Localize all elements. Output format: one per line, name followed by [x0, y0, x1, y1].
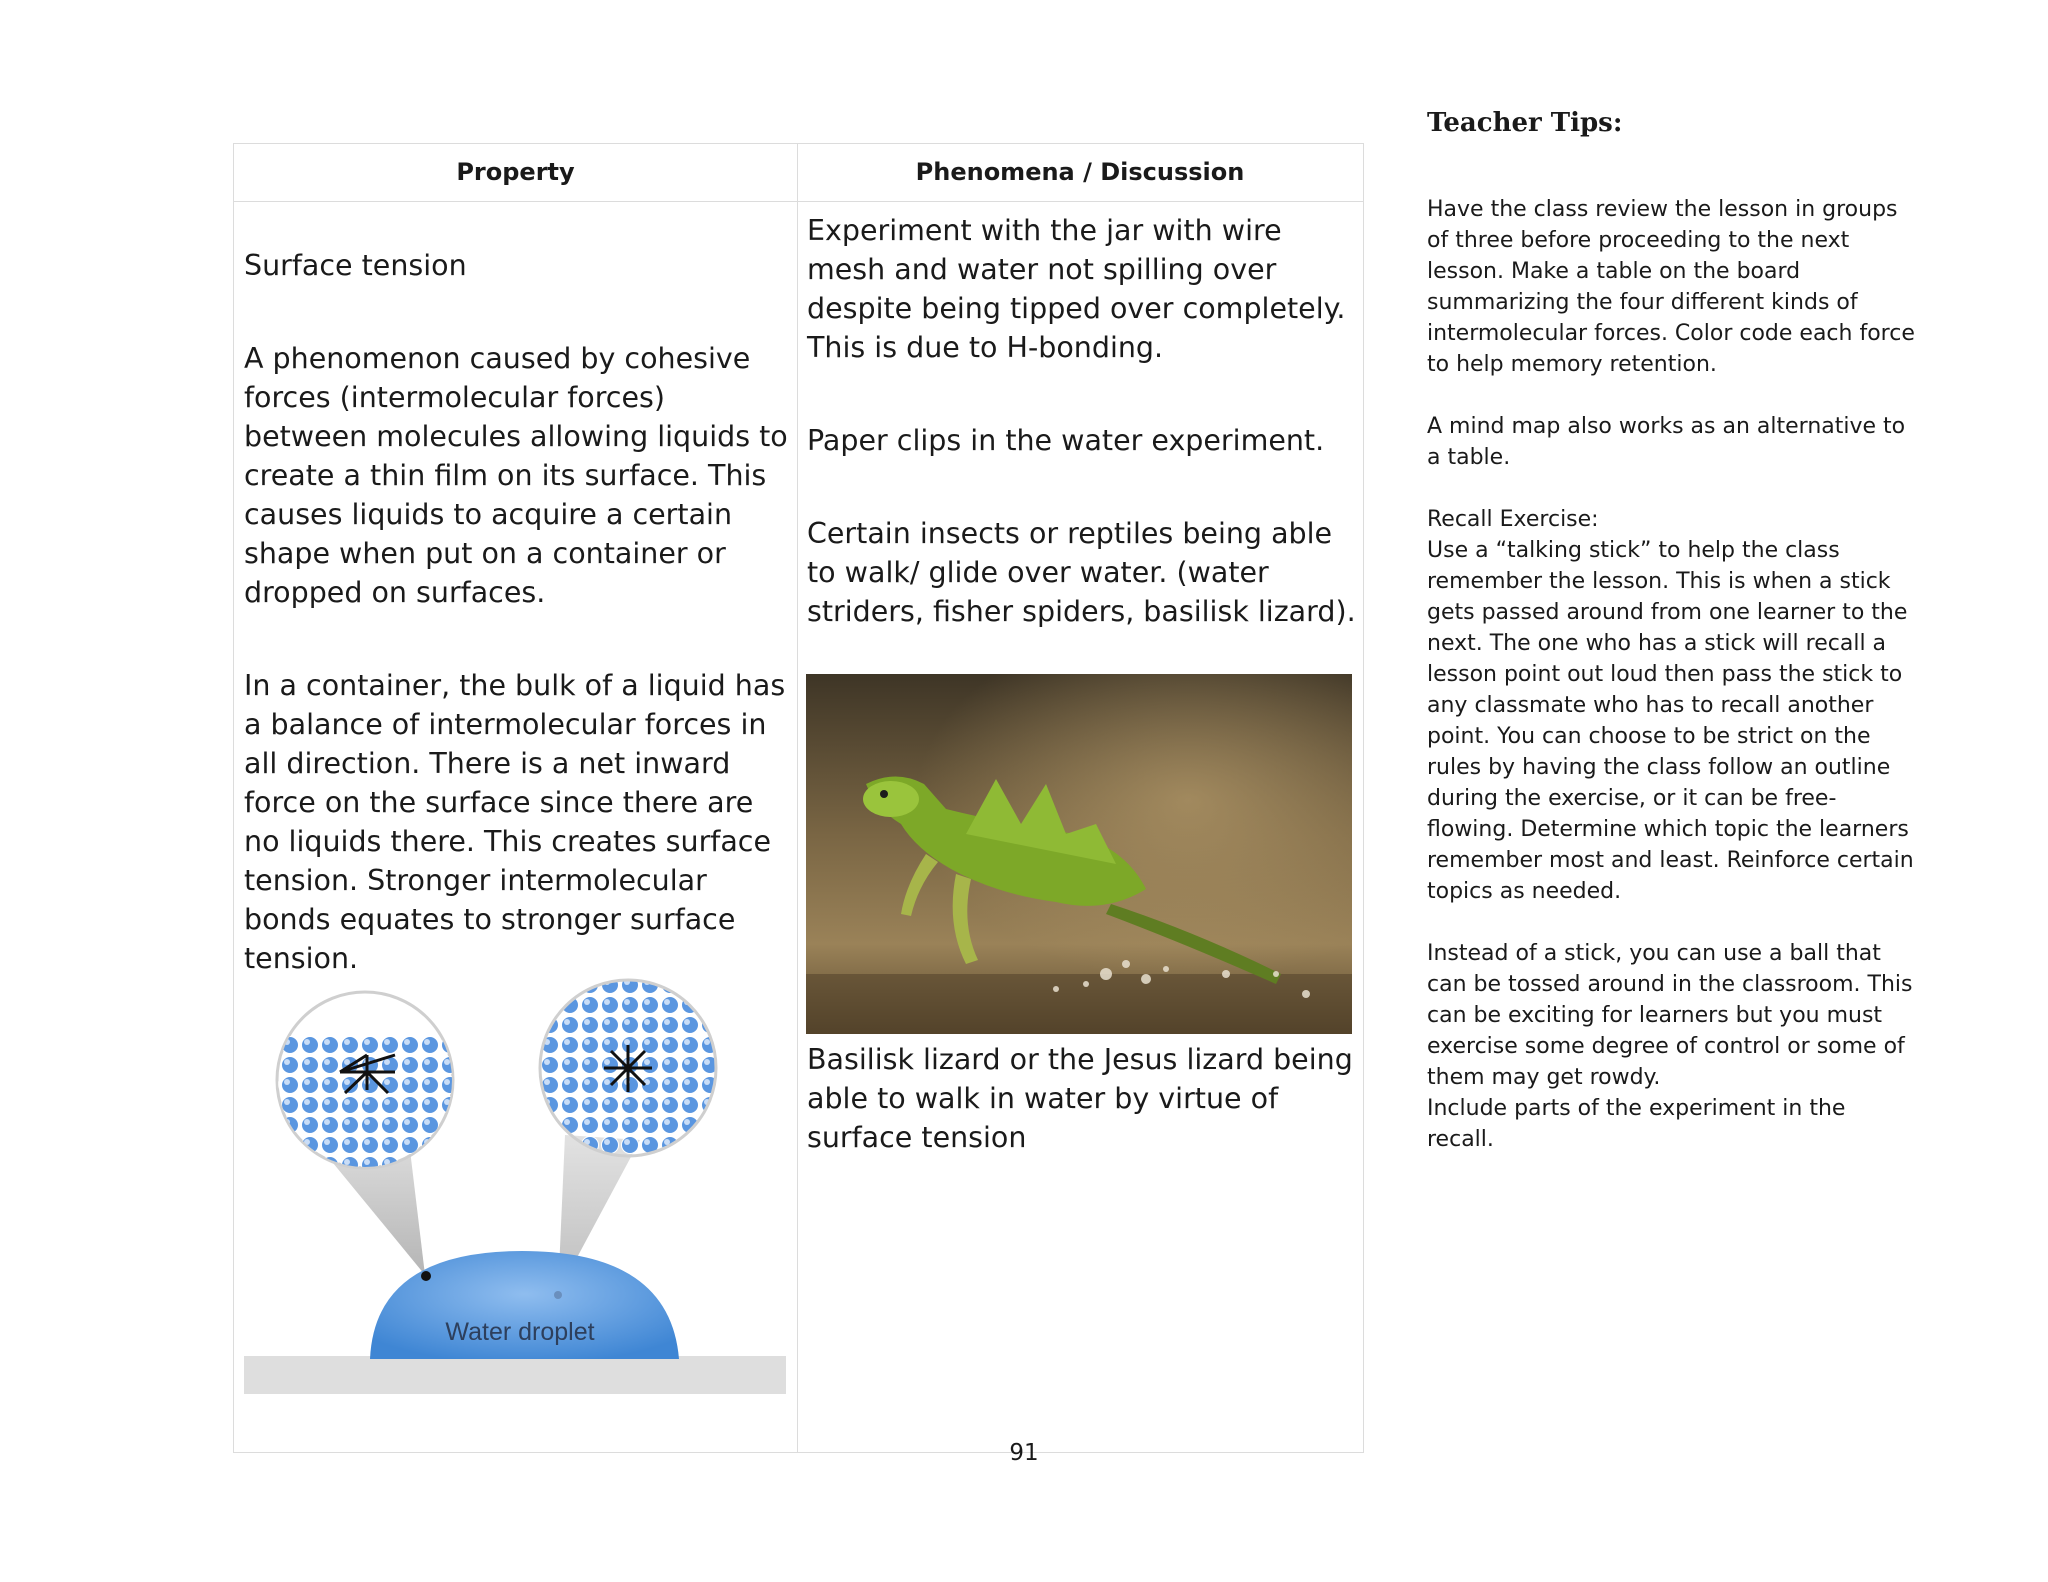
droplet-label: Water droplet — [445, 1318, 595, 1346]
teacher-tips-body — [1427, 194, 1917, 1155]
phenomena-cell — [807, 211, 1357, 631]
teacher-tips-title: Teacher Tips: — [1427, 108, 1623, 138]
header-divider — [234, 201, 1363, 202]
tips-paragraph-2: A mind map also works as an alternative to a table. — [1427, 414, 1906, 470]
header-property: Property — [456, 158, 575, 186]
header-phenomena: Phenomena / Discussion — [915, 158, 1245, 186]
photo-caption: Basilisk lizard or the Jesus lizard being able to walk in water by virtue of surface tension — [807, 1043, 1353, 1154]
interior-point — [554, 1291, 562, 1299]
page-number: 91 — [1009, 1440, 1039, 1466]
tips-paragraph-4: Instead of a stick, you can use a ball that can be tossed around in the classroom. This can be exciting for learners but you must exercise some degree of control or some of them may get rowdy. — [1427, 941, 1913, 1090]
phenomena-item-2: Paper clips in the water experiment. — [807, 424, 1325, 457]
bulk-force-arrows — [604, 1045, 652, 1092]
tips-paragraph-1: Have the class review the lesson in groups of three before proceeding to the next lesson. Make a table on the board summarizing the four different kinds of intermolecular forces. Color code each force to help memory retention. — [1427, 197, 1915, 377]
property-name: Surface tension — [244, 249, 467, 282]
phenomena-item-3: Certain insects or reptiles being able to walk/ glide over water. (water striders, fisher spiders, basilisk lizard). — [807, 517, 1356, 628]
property-explanation: In a container, the bulk of a liquid has a balance of intermolecular forces in all direction. There is a net inward force on the surface since there are no liquids there. This creates surface tension. Stronger intermolecular bonds equates to stronger surface tension. — [244, 669, 786, 975]
property-definition: A phenomenon caused by cohesive forces (intermolecular forces) between molecules allowing liquids to create a thin film on its surface. This causes liquids to acquire a certain shape when put on a container or dropped on surfaces. — [244, 342, 788, 609]
basilisk-lizard-photo — [806, 674, 1352, 1034]
surface-point — [421, 1271, 431, 1281]
recall-heading: Recall Exercise: — [1427, 507, 1599, 532]
surface — [244, 1356, 786, 1394]
tips-paragraph-5: Include parts of the experiment in the recall. — [1427, 1096, 1846, 1152]
recall-body: Use a “talking stick” to help the class remember the lesson. This is when a stick gets passed around from one learner to the next. The one who has a stick will recall a lesson point out loud then pass the stick to any classmate who has to recall another point. You can choose to be strict on the rules by having the class follow an outline during the exercise, or it can be free-flowing. Determine which topic the learners remember most and least. Reinforce certain topics as needed. — [1427, 538, 1914, 904]
property-cell — [244, 246, 789, 978]
column-divider — [797, 144, 798, 1452]
water-droplet-diagram — [240, 975, 790, 1400]
phenomena-item-1: Experiment with the jar with wire mesh and water not spilling over despite being tipped over completely. This is due to H-bonding. — [807, 214, 1346, 364]
